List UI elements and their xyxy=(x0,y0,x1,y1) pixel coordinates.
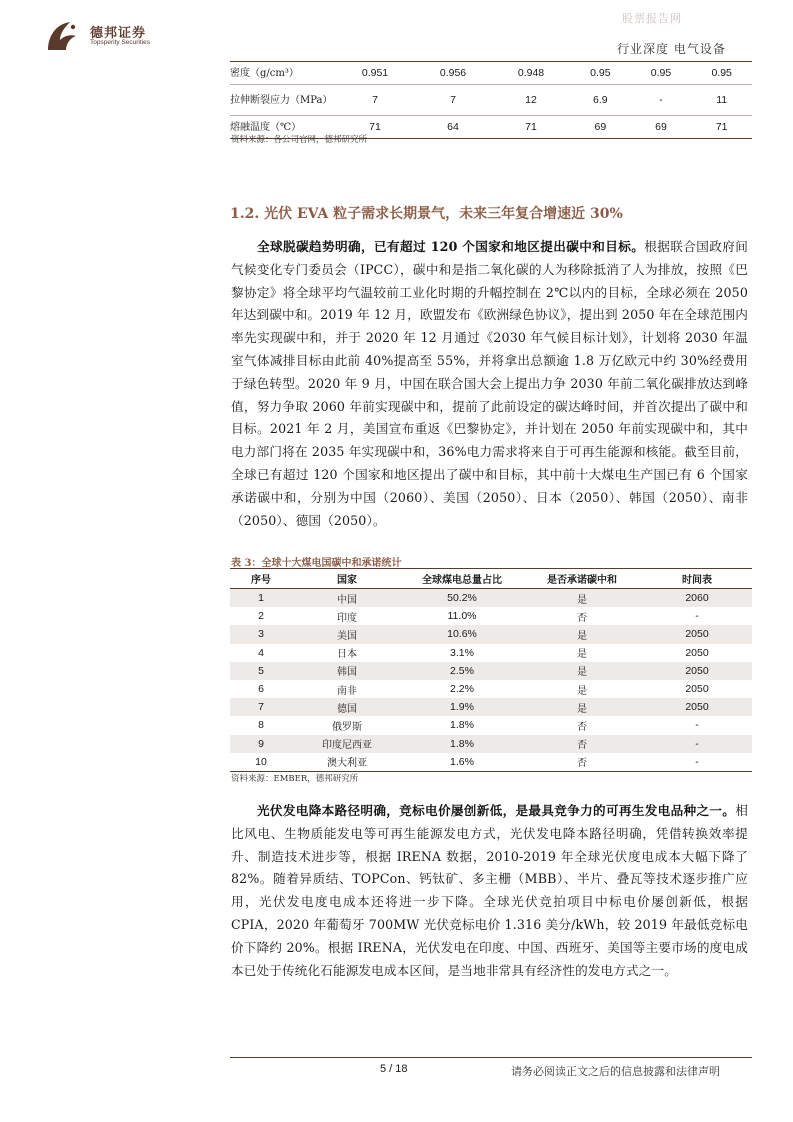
coal-power-table xyxy=(230,568,752,772)
table-row xyxy=(230,62,752,85)
paragraph-lead: 光伏发电降本路径明确，竞标电价屡创新低，是最具竞争力的可再生发电品种之一。 xyxy=(257,803,736,818)
table-cell: 11.0% xyxy=(447,610,477,623)
company-logo-icon xyxy=(44,18,84,54)
table-cell: 0.95 xyxy=(691,62,752,85)
table-cell: 是 xyxy=(522,589,642,608)
table-cell: 71 xyxy=(691,116,752,139)
table-row xyxy=(230,589,752,608)
table-row xyxy=(230,753,752,772)
table-source-note: 资料来源：EMBER，德邦研究所 xyxy=(231,774,359,784)
row-label: 密度（g/cm³） xyxy=(230,62,336,85)
table-cell: 否 xyxy=(522,753,642,772)
column-header: 时间表 xyxy=(642,569,752,589)
table-cell: 南非 xyxy=(337,685,357,697)
table-cell: 10.6% xyxy=(402,625,522,643)
table-cell: 是 xyxy=(522,662,642,680)
properties-table xyxy=(230,62,752,139)
table-cell: 7 xyxy=(336,85,414,116)
table-cell: 2050 xyxy=(642,662,752,680)
row-label: 熔融温度（℃） xyxy=(230,116,336,139)
paragraph-lead: 全球脱碳趋势明确，已有超过 120 个国家和地区提出碳中和目标。 xyxy=(257,239,645,254)
table-cell: - xyxy=(631,85,692,116)
table-cell: 2060 xyxy=(642,589,752,608)
table-cell: 71 xyxy=(336,116,414,139)
table-cell: - xyxy=(695,719,699,732)
table-cell: 1.8% xyxy=(450,719,474,732)
table-cell: 1.6% xyxy=(402,753,522,772)
table-cell: 是 xyxy=(577,685,587,697)
table-cell: 1.8% xyxy=(402,735,522,753)
table-row xyxy=(230,698,752,716)
table-cell: 64 xyxy=(414,116,492,139)
section-heading: 1.2. 光伏 EVA 粒子需求长期景气，未来三年复合增速近 30% xyxy=(230,206,623,222)
table-row xyxy=(230,644,752,662)
table-cell: 印度尼西亚 xyxy=(292,735,402,753)
table-cell: 中国 xyxy=(292,589,402,608)
table-cell: 是 xyxy=(522,698,642,716)
column-header: 国家 xyxy=(292,569,402,589)
table-cell: 否 xyxy=(577,721,587,733)
paragraph-body: 相比风电、生物质能发电等可再生能源发电方式，光伏发电降本路径明确，凭借转换效率提升、制造技术进步等，根据 IRENA 数据，2010-2019 年全球光伏度电成本大幅下降了 82%。随着异质结、TOPCon、钙钛矿、多主栅（MBB）、半片、叠瓦等技术逐步推广应用，光伏发电度电成本还将进一步下降。全球光伏竞拍项目中标电价屡创新低，根据 CPIA，2020 年葡萄牙 700MW 光伏竞标电价 1.316 美分/kWh，较 2019 年最低竞标电价下降约 20%。根据 IRENA，光伏发电在印度、中国、西班牙、美国等主要市场的度电成本已处于传统化石能源发电成本区间，是当地非常具有经济性的发电方式之一。 xyxy=(231,803,748,978)
table-cell: 10 xyxy=(230,753,292,772)
table-cell: 印度 xyxy=(337,612,357,624)
report-category: 行业深度 电气设备 xyxy=(617,42,726,56)
table-cell: 69 xyxy=(570,116,631,139)
table-row xyxy=(230,716,752,734)
brand-name-en: Topsperity Securities xyxy=(90,39,150,46)
table-cell: 0.95 xyxy=(570,62,631,85)
body-paragraph-2 xyxy=(231,800,748,982)
table-cell: 8 xyxy=(258,719,264,732)
column-header: 序号 xyxy=(230,569,292,589)
table-cell: 否 xyxy=(522,735,642,753)
table-cell: - xyxy=(642,753,752,772)
table-cell: 50.2% xyxy=(402,589,522,608)
table-cell: 2.5% xyxy=(402,662,522,680)
table-row xyxy=(230,625,752,643)
table-cell: 0.951 xyxy=(336,62,414,85)
table-cell: 韩国 xyxy=(292,662,402,680)
table-cell: 1 xyxy=(230,589,292,608)
table-cell: 0.95 xyxy=(631,62,692,85)
body-paragraph-1 xyxy=(231,236,748,532)
table-row xyxy=(230,680,752,698)
table-cell: 0.948 xyxy=(492,62,570,85)
table-cell: 澳大利亚 xyxy=(292,753,402,772)
table-cell: 德国 xyxy=(292,698,402,716)
table-cell: 2050 xyxy=(642,625,752,643)
brand-name-cn: 德邦证券 xyxy=(90,26,147,41)
page-number: 5 / 18 xyxy=(380,1063,408,1075)
table-cell: 0.956 xyxy=(414,62,492,85)
table-source-note: 资料来源：各公司官网，德邦研究所 xyxy=(231,135,368,145)
table-cell: 3 xyxy=(230,625,292,643)
table-cell: 是 xyxy=(522,625,642,643)
table-cell: 7 xyxy=(230,698,292,716)
row-label: 拉伸断裂应力（MPa） xyxy=(230,85,336,116)
table-cell: 3.1% xyxy=(450,646,474,659)
column-header: 是否承诺碳中和 xyxy=(522,569,642,589)
table-row xyxy=(230,662,752,680)
table-cell: 是 xyxy=(577,649,587,661)
table-cell: 日本 xyxy=(337,649,357,661)
watermark-text: 股票报告网 xyxy=(622,12,682,25)
table-cell: 71 xyxy=(492,116,570,139)
footer-divider xyxy=(230,1057,752,1058)
table-cell: 2050 xyxy=(642,698,752,716)
paragraph-body: 根据联合国政府间气候变化专门委员会（IPCC），碳中和是指二氧化碳的人为移除抵消了人为排放，按照《巴黎协定》将全球平均气温较前工业化时期的升幅控制在 2℃以内的目标，全球必须在 2050 年达到碳中和。2019 年 12 月，欧盟发布《欧洲绿色协议》，提出到 2050 年在全球范围内率先实现碳中和，并于 2020 年 12 月通过《2030 年气候目标计划》，计划将 2030 年温室气体减排目标由此前 40%提高至 55%，并将拿出总额逾 1.8 万亿欧元中约 30%经费用于绿色转型。2020 年 9 月，中国在联合国大会上提出力争 2030 年前二氧化碳排放达到峰值，努力争取 2060 年前实现碳中和，提前了此前设定的碳达峰时间，并首次提出了碳中和目标。2021 年 2 月，美国宣布重返《巴黎协定》，并计划在 2050 年前实现碳中和，其中电力部门将在 2035 年实现碳中和，36%电力需求将来自于可再生能源和核能。截至目前，全球已有超过 120 个国家和地区提出了碳中和目标，其中前十大煤电生产国已有 6 个国家承诺碳中和，分别为中国（2060）、美国（2050）、日本（2050）、韩国（2050）、南非（2050）、德国（2050）。 xyxy=(231,239,748,528)
table-cell: - xyxy=(695,610,699,623)
table-cell: 5 xyxy=(230,662,292,680)
table-cell: 2 xyxy=(258,610,264,623)
table-cell: 9 xyxy=(230,735,292,753)
table-row xyxy=(230,607,752,625)
table-cell: 7 xyxy=(414,85,492,116)
table-cell: 6.9 xyxy=(570,85,631,116)
table-cell: 俄罗斯 xyxy=(332,721,362,733)
table-row xyxy=(230,85,752,116)
column-header: 全球煤电总量占比 xyxy=(402,569,522,589)
table-header-row xyxy=(230,569,752,589)
table-cell: 69 xyxy=(631,116,692,139)
table-cell: 6 xyxy=(258,683,264,696)
table-cell: 2050 xyxy=(685,683,709,696)
legal-disclaimer: 请务必阅读正文之后的信息披露和法律声明 xyxy=(511,1065,720,1078)
table-cell: - xyxy=(642,735,752,753)
table-cell: 2050 xyxy=(685,646,709,659)
table-cell: 否 xyxy=(577,612,587,624)
table-cell: 4 xyxy=(258,646,264,659)
table-cell: 12 xyxy=(492,85,570,116)
table-cell: 11 xyxy=(691,85,752,116)
table-title: 表 3：全球十大煤电国碳中和承诺统计 xyxy=(231,558,402,569)
table-row xyxy=(230,735,752,753)
table-cell: 2.2% xyxy=(450,683,474,696)
table-cell: 美国 xyxy=(292,625,402,643)
table-cell: 1.9% xyxy=(402,698,522,716)
